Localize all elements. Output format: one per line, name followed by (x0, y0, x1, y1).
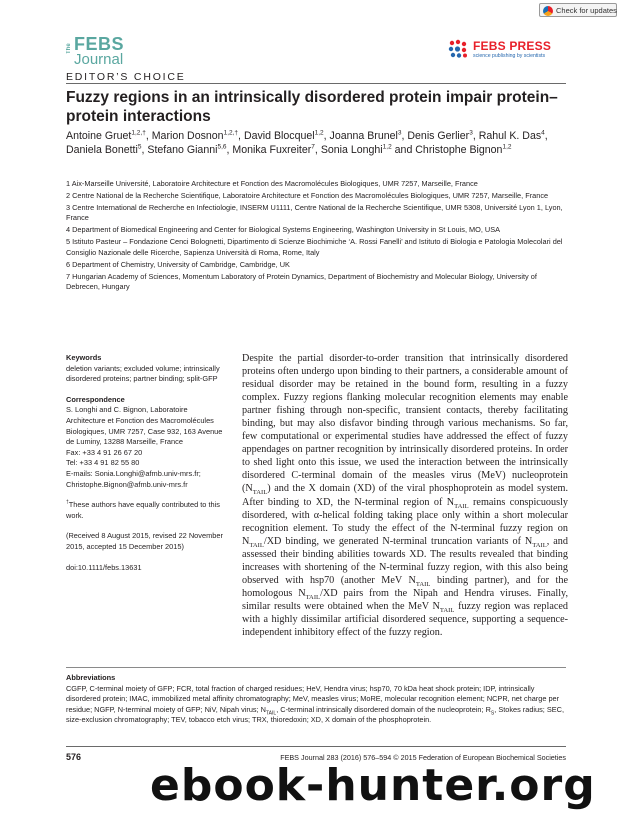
author-name: Antoine Gruet (66, 130, 132, 142)
received-dates: (Received 8 August 2015, revised 22 November 2015, accepted 15 December 2015) (66, 531, 223, 551)
author-affiliation-mark: 5,6 (217, 143, 227, 151)
subscript: TAIL (252, 489, 268, 497)
keywords-heading: Keywords (66, 353, 102, 362)
article-title: Fuzzy regions in an intrinsically disordered protein impair protein–protein interactions (66, 89, 558, 125)
author-name: David Blocquel (243, 130, 315, 142)
affiliation-item: 7 Hungarian Academy of Sciences, Momentum Laboratory of Protein Dynamics, Department of Biochemistry and Molecular Biology, University of Debrecen, Hungary (66, 271, 537, 292)
journal-logo-febs: FEBS (74, 34, 125, 54)
running-footer: FEBS Journal 283 (2016) 576–594 © 2015 Federation of European Biochemical Societies (280, 753, 566, 762)
correspondence-emails[interactable]: E-mails: Sonia.Longhi@afmb.univ-mrs.fr; Christophe.Bignon@afmb.univ-mrs.fr (66, 468, 201, 489)
author-name: Monika Fuxreiter (232, 143, 312, 156)
correspondence-address: S. Longhi and C. Bignon, Laboratoire Architecture et Fonction des Macromolécules Biologiques, UMR 7257, Case 932, 163 Avenue de Luminy, 13288 Marseille, France (66, 405, 223, 447)
correspondence-fax: Fax: +33 4 91 26 67 20 (66, 447, 143, 457)
subscript: TAIL (454, 502, 469, 510)
abbreviations-heading: Abbreviations (66, 673, 116, 682)
author-affiliation-mark: 1,2 (314, 129, 324, 137)
header-rule (66, 83, 566, 84)
equal-contribution-note (66, 500, 226, 521)
subscript: TAIL (305, 593, 321, 601)
author-name: Rahul K. Das (478, 130, 542, 142)
febs-journal-logo (66, 35, 144, 73)
journal-logo-the: The (66, 43, 72, 55)
author-affiliation-mark: 1,2 (502, 143, 512, 151)
author-affiliation-mark: 4 (541, 129, 545, 137)
affiliation-item: 3 Centre International de Recherche en Infectiologie, INSERM U1111, Centre National de la Recherche Scientifique, UMR 5308, Université Lyon 1, Lyon, France (66, 202, 563, 223)
affiliation-item: 6 Department of Chemistry, University of Cambridge, Cambridge, UK (66, 259, 290, 269)
subscript: S (490, 710, 495, 717)
correspondence-heading: Correspondence (66, 394, 125, 404)
subscript: TAIL (439, 606, 455, 614)
journal-logo-journal: Journal (74, 51, 124, 68)
abbreviations-rule (66, 667, 566, 668)
crossmark-icon (543, 6, 553, 16)
subscript: TAIL (532, 541, 547, 549)
affiliation-item: 4 Department of Biomedical Engineering and Center for Biological Systems Engineering, Washington University in St Louis, MO, USA (66, 225, 501, 235)
author-affiliation-mark: 7 (311, 143, 315, 151)
febs-press-tagline: science publishing by scientists (473, 53, 546, 59)
correspondence-tel: Tel: +33 4 91 82 55 80 (66, 458, 140, 468)
author-affiliation-mark: 5 (137, 143, 142, 151)
watermark: ebook-hunter.org (150, 760, 596, 811)
dagger-mark: † (66, 499, 69, 506)
keywords-text: deletion variants; excluded volume; intrinsically disordered proteins; partner binding; split-GFP (66, 363, 220, 384)
affiliation-item: 5 Istituto Pasteur – Fondazione Cenci Bolognetti, Dipartimento di Scienze Biochimiche ‘A. Rossi Fanelli’ and Istituto di Biologia e Patologia Molecolari del Consiglio Nazionale delle Ricerche, Sapienza Università di Roma, Rome, Italy (66, 237, 563, 257)
author-name: Daniela Bonetti (66, 143, 138, 156)
author-name: Stefano Gianni (147, 143, 218, 156)
author-name: Marion Dosnon (151, 130, 224, 142)
affiliation-list (66, 179, 566, 294)
equal-contribution-text: These authors have equally contributed to this work. (66, 500, 220, 520)
footer-rule (66, 746, 566, 747)
affiliation-item: 2 Centre National de la Recherche Scientifique, Laboratoire Architecture et Fonction des Macromolécules Biologiques, UMR 7257, Marseille, France (66, 190, 549, 200)
abbreviations-text: CGFP, C-terminal moiety of GFP; FCR, total fraction of charged residues; HeV, Hendra virus; hsp70, 70 kDa heat shock protein; IDP, intrinsically disordered protein; IMAC, immobilized metal affinity chromatography; MeV, measles virus; MoRE, molecular recognition element; NCPR, net charge per residue; NGFP, N-terminal moiety of GFP; NiV, Nipah virus; $N_{TAIL}$, C-terminal intrinsically disordered domain of the nucleoprotein; $R_S$, Stokes radius; SEC, size-exclusion chromatography; TEV, tobacco etch virus; TRX, thioredoxin; XD, X domain of the phosphoprotein. (66, 683, 565, 725)
febs-press-name: FEBS PRESS (473, 39, 552, 53)
doi[interactable]: doi:10.1111/febs.13631 (66, 562, 142, 572)
article-sidebar (66, 353, 226, 573)
abbreviations-block (66, 673, 566, 726)
author-name: Sonia Longhi (320, 143, 383, 156)
author-affiliation-mark: 3 (469, 129, 473, 137)
author-affiliation-mark: 1,2 (382, 143, 392, 151)
author-name: Joanna Brunel (329, 130, 398, 142)
febs-press-logo (448, 37, 556, 65)
author-list: Antoine Gruet$^{1,2,\dagger}$, Marion Dosnon$^{1,2,\dagger}$, David Blocquel$^{1,2}$, Joanna Brunel$^3$, Denis Gerlier$^3$, Rahul K. Das$^4$, Daniela Bonetti$^5$, Stefano Gianni$^{5,6}$, Monika Fuxreiter$^7$, Sonia Longhi$^{1,2}$ and Christophe Bignon$^{1,2}$ (66, 129, 548, 156)
abstract-text: Despite the partial disorder-to-order transition that intrinsically disordered proteins often undergo upon binding to their partners, a considerable amount of residual disorder may be retained in the bound form, resulting in a fuzzy complex. Fuzzy regions flanking molecular recognition elements may enable partner fishing through non-specific, transient contacts, thereby facilitating binding, but may also disfavor binding through various mechanisms. So far, few computational or experimental studies have addressed the effect of fuzzy appendages on partner recognition by intrinsically disordered proteins. In order to shed light onto this issue, we used the interaction between the intrinsically disordered C-terminal domain of the measles virus (MeV) nucleoprotein $(N_{TAIL})$ and the X domain (XD) of the viral phosphoprotein as model system. After binding to XD, the N-terminal region of $N_{TAIL}$ remains conspicuously disordered, with α-helical folding taking place only within a short molecular recognition element. To study the effect of the N-terminal fuzzy region on $N_{TAIL}/XD$ binding, we generated N-terminal truncation variants of $N_{TAIL}$, and assessed their binding abilities towards XD. The results revealed that binding increases with shortening of the N-terminal fuzzy region, with this also being observed with hsp70 (another MeV $N_{TAIL}$ binding partner), and for the homologous $N_{TAIL}/XD$ pairs from the Nipah and Hendra viruses. Finally, similar results were obtained when the MeV $N_{TAIL}$ fuzzy region was replaced with a highly dissimilar artificial disordered sequence, supporting a sequence-independent inhibitory effect of the fuzzy region. (242, 353, 569, 638)
check-for-updates-badge[interactable] (539, 3, 617, 17)
affiliation-item: 1 Aix-Marseille Université, Laboratoire Architecture et Fonction des Macromolécules Biologiques, UMR 7257, Marseille, France (66, 179, 478, 188)
subscript: TAIL (249, 541, 264, 549)
author-name: Christophe Bignon (415, 143, 503, 156)
page-number: 576 (66, 752, 82, 762)
check-for-updates-label: Check for updates (556, 6, 617, 15)
author-name: Denis Gerlier (407, 130, 470, 142)
author-affiliation-mark: 1,2,† (131, 129, 146, 137)
author-affiliation-mark: 1,2,† (223, 129, 239, 137)
febs-press-dots-icon (448, 39, 470, 59)
subscript: TAIL (265, 710, 277, 717)
author-affiliation-mark: 3 (397, 129, 402, 137)
subscript: TAIL (415, 580, 431, 588)
section-label: EDITOR’S CHOICE (66, 71, 186, 83)
